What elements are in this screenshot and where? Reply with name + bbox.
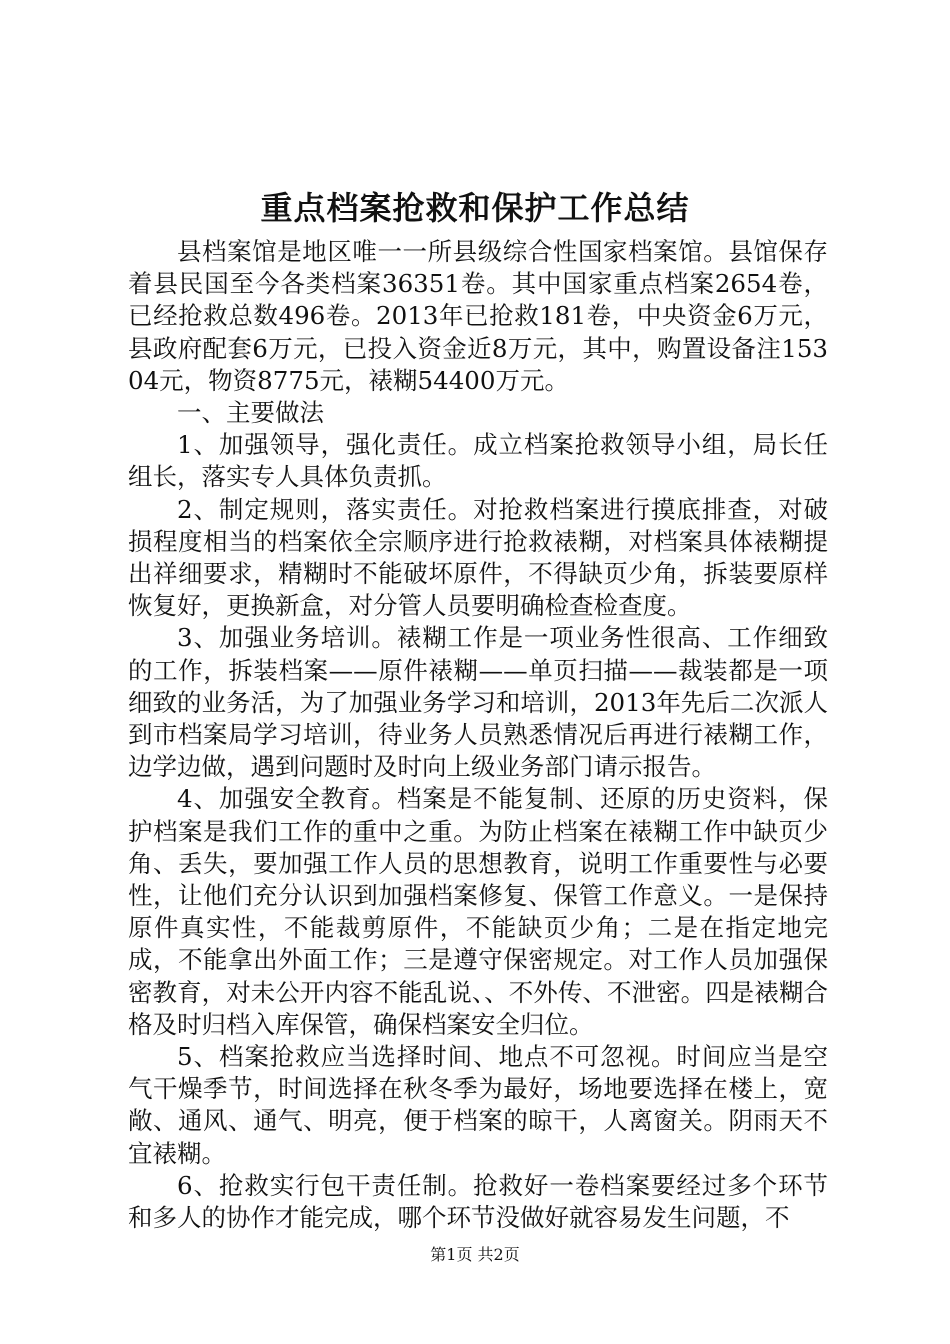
page-footer: 第1页 共2页 — [430, 1245, 520, 1264]
section-heading-main-methods: 一、主要做法 — [177, 398, 324, 428]
paragraph-intro: 县档案馆是地区唯一一所县级综合性国家档案馆。县馆保存着县民国至今各类档案36351卷。其中国家重点档案2654卷，已经抢救总数496卷。2013年已抢救181卷，中央资金6万元，县政府配套6万元，已投入资金近8万元，其中，购置设备注15304元，物资8775元，裱糊54400万元。 — [128, 237, 828, 395]
document-body — [128, 236, 828, 1234]
paragraph-item-6: 6、抢救实行包干责任制。抢救好一卷档案要经过多个环节和多人的协作才能完成，哪个环节没做好就容易发生问题，不 — [128, 1170, 828, 1233]
document-title: 重点档案抢救和保护工作总结 — [260, 189, 690, 227]
paragraph-item-1: 1、加强领导，强化责任。成立档案抢救领导小组，局长任组长，落实专人具体负责抓。 — [128, 430, 828, 492]
paragraph-item-2: 2、制定规则，落实责任。对抢救档案进行摸底排查，对破损程度相当的档案依全宗顺序进行抢救裱糊，对档案具体裱糊提出祥细要求，精糊时不能破坏原件，不得缺页少角，拆装要原样恢复好，更换新盒，对分管人员要明确检查检查度。 — [128, 494, 828, 621]
paragraph-item-5: 5、档案抢救应当选择时间、地点不可忽视。时间应当是空气干燥季节，时间选择在秋冬季为最好，场地要选择在楼上，宽敞、通风、通气、明亮，便于档案的晾干，人离窗关。阴雨天不宜裱糊。 — [128, 1042, 828, 1168]
paragraph-item-3: 3、加强业务培训。裱糊工作是一项业务性很高、工作细致的工作，拆装档案——原件裱糊——单页扫描——裁装都是一项细致的业务活，为了加强业务学习和培训，2013年先后二次派人到市档案局学习培训，待业务人员熟悉情况后再进行裱糊工作，边学边做，遇到问题时及时向上级业务部门请示报告。 — [128, 623, 828, 782]
paragraph-item-4: 4、加强安全教育。档案是不能复制、还原的历史资料，保护档案是我们工作的重中之重。为防止档案在裱糊工作中缺页少角、丢失，要加强工作人员的思想教育，说明工作重要性与必要性，让他们充分认识到加强档案修复、保管工作意义。一是保持原件真实性，不能裁剪原件，不能缺页少角；二是在指定地完成，不能拿出外面工作；三是遵守保密规定。对工作人员加强保密教育，对未公开内容不能乱说、、不外传、不泄密。四是裱糊合格及时归档入库保管，确保档案安全归位。 — [128, 784, 828, 1039]
